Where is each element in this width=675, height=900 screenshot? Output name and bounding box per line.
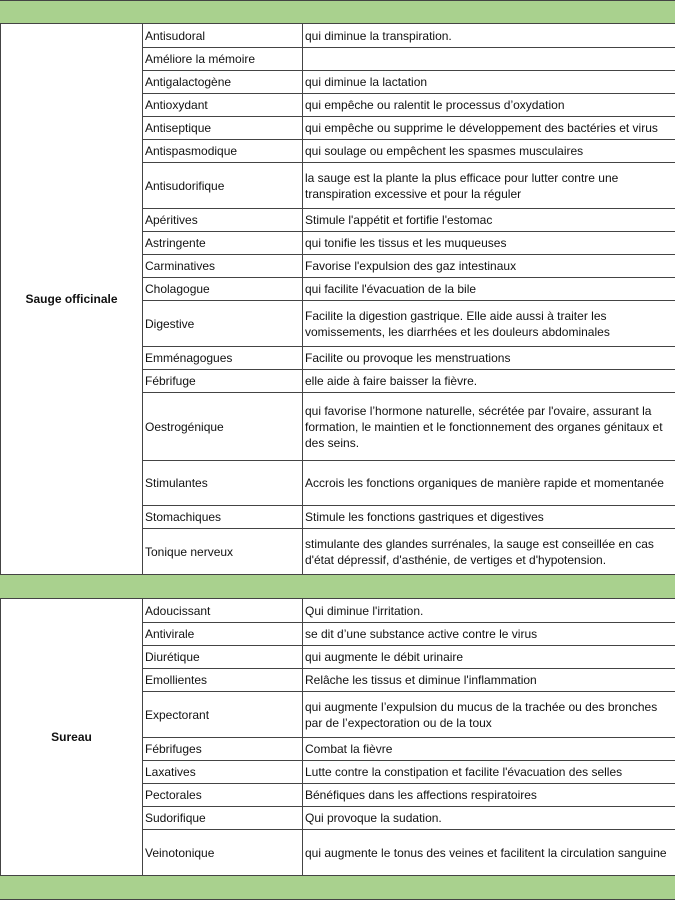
property-name: Sudorifique xyxy=(143,807,303,830)
property-name: Laxatives xyxy=(143,761,303,784)
property-name: Veinotonique xyxy=(143,830,303,876)
property-name: Astringente xyxy=(143,232,303,255)
property-description: Accrois les fonctions organiques de manière rapide et momentanée xyxy=(303,461,675,506)
property-description: Relâche les tissus et diminue l'inflammation xyxy=(303,669,675,692)
property-name: Oestrogénique xyxy=(143,393,303,461)
property-name: Cholagogue xyxy=(143,278,303,301)
property-description: Facilite la digestion gastrique. Elle aide aussi à traiter les vomissements, les diarrhées et les douleurs abdominales xyxy=(303,301,675,347)
property-description: elle aide à faire baisser la fièvre. xyxy=(303,370,675,393)
property-name: Améliore la mémoire xyxy=(143,48,303,71)
property-name: Antispasmodique xyxy=(143,140,303,163)
property-name: Carminatives xyxy=(143,255,303,278)
property-name: Tonique nerveux xyxy=(143,529,303,575)
green-header-band xyxy=(0,0,675,24)
property-description: se dit d’une substance active contre le virus xyxy=(303,623,675,646)
property-description: qui diminue la lactation xyxy=(303,71,675,94)
property-name: Adoucissant xyxy=(143,599,303,623)
property-description: Stimule l'appétit et fortifie l'estomac xyxy=(303,209,675,232)
property-description: qui empêche ou supprime le développement des bactéries et virus xyxy=(303,117,675,140)
property-description: la sauge est la plante la plus efficace pour lutter contre une transpiration excessive et pour la réguler xyxy=(303,163,675,209)
green-footer-band xyxy=(0,875,675,900)
property-description: Facilite ou provoque les menstruations xyxy=(303,347,675,370)
property-description: qui augmente l’expulsion du mucus de la trachée ou des bronches par de l’expectoration ou de la toux xyxy=(303,692,675,738)
property-name: Fébrifuge xyxy=(143,370,303,393)
property-description: qui favorise l’hormone naturelle, sécrétée par l'ovaire, assurant la formation, le maintien et le fonctionnement des organes génitaux et des seins. xyxy=(303,393,675,461)
plant-name-sauge: Sauge officinale xyxy=(1,24,143,575)
property-description: Favorise l'expulsion des gaz intestinaux xyxy=(303,255,675,278)
property-name: Pectorales xyxy=(143,784,303,807)
property-description: qui tonifie les tissus et les muqueuses xyxy=(303,232,675,255)
property-description: stimulante des glandes surrénales, la sauge est conseillée en cas d'état dépressif, d'asthénie, de vertiges et d'hypotension. xyxy=(303,529,675,575)
green-separator-band xyxy=(0,574,675,599)
property-name: Expectorant xyxy=(143,692,303,738)
property-description: Bénéfiques dans les affections respiratoires xyxy=(303,784,675,807)
property-name: Stomachiques xyxy=(143,506,303,529)
property-name: Emollientes xyxy=(143,669,303,692)
property-description: qui facilite l'évacuation de la bile xyxy=(303,278,675,301)
property-description: qui augmente le débit urinaire xyxy=(303,646,675,669)
property-name: Apéritives xyxy=(143,209,303,232)
property-name: Diurétique xyxy=(143,646,303,669)
property-description: qui augmente le tonus des veines et facilitent la circulation sanguine xyxy=(303,830,675,876)
property-description: Lutte contre la constipation et facilite l'évacuation des selles xyxy=(303,761,675,784)
table-row xyxy=(1,24,675,48)
property-description: qui soulage ou empêchent les spasmes musculaires xyxy=(303,140,675,163)
property-name: Digestive xyxy=(143,301,303,347)
property-name: Antisudoral xyxy=(143,24,303,48)
sauge-properties-table xyxy=(0,23,675,575)
property-description: qui empêche ou ralentit le processus d’oxydation xyxy=(303,94,675,117)
property-name: Antivirale xyxy=(143,623,303,646)
property-description: Combat la fièvre xyxy=(303,738,675,761)
property-name: Fébrifuges xyxy=(143,738,303,761)
property-name: Antiseptique xyxy=(143,117,303,140)
property-name: Antioxydant xyxy=(143,94,303,117)
plant-name-sureau: Sureau xyxy=(1,599,143,876)
property-name: Antisudorifique xyxy=(143,163,303,209)
property-description: qui diminue la transpiration. xyxy=(303,24,675,48)
property-name: Emménagogues xyxy=(143,347,303,370)
sureau-properties-table xyxy=(0,598,675,876)
property-description: Stimule les fonctions gastriques et digestives xyxy=(303,506,675,529)
property-description: Qui diminue l'irritation. xyxy=(303,599,675,623)
table-row xyxy=(1,599,675,623)
property-name: Antigalactogène xyxy=(143,71,303,94)
property-name: Stimulantes xyxy=(143,461,303,506)
property-description: Qui provoque la sudation. xyxy=(303,807,675,830)
property-description xyxy=(303,48,675,71)
